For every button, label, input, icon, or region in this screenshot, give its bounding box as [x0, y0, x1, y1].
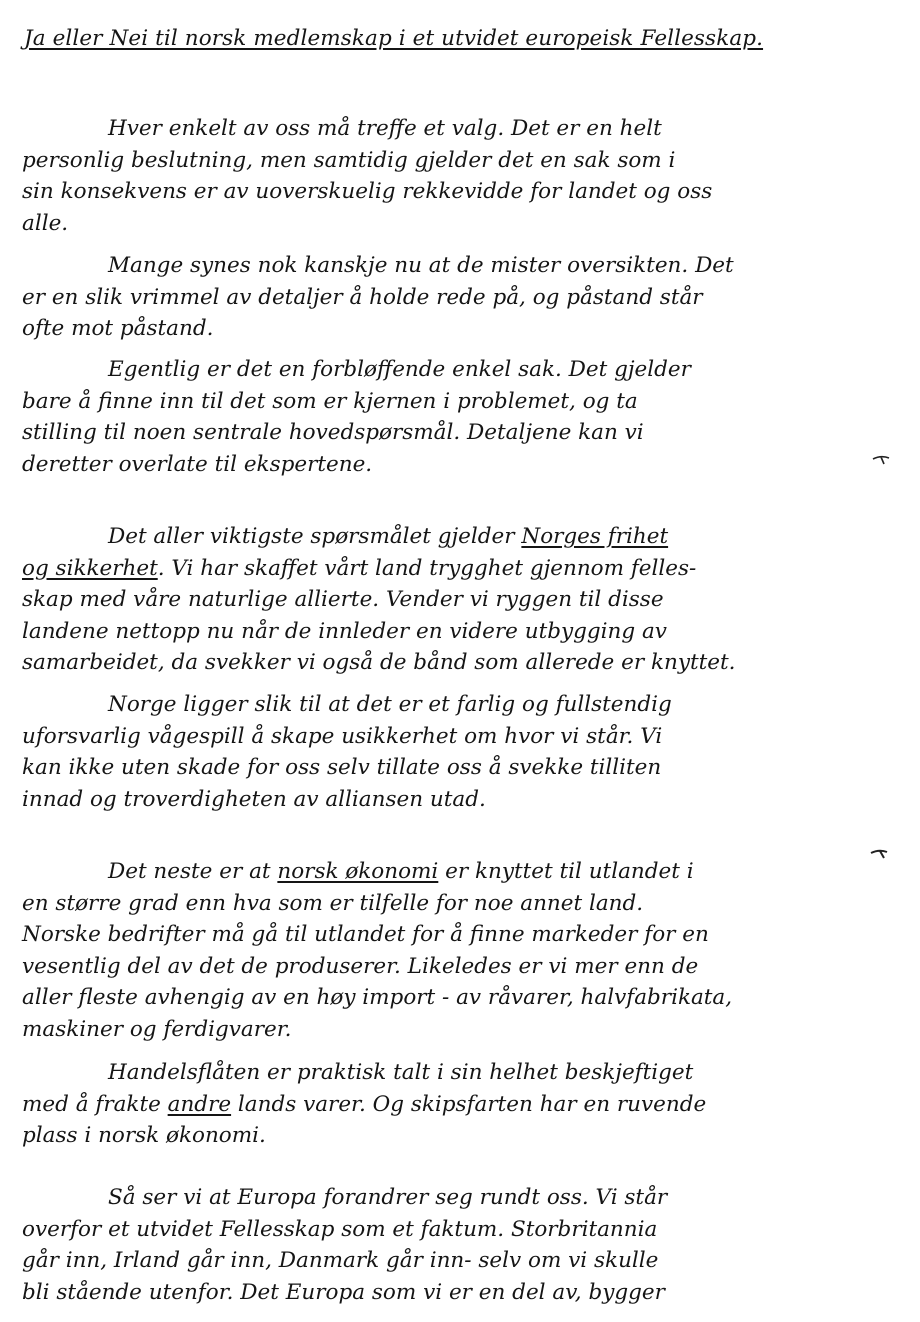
- paragraph-7: [22, 1057, 902, 1152]
- paragraph-1: [22, 113, 902, 239]
- document-title: Ja eller Nei til norsk medlemskap i et utvidet europeisk Fellesskap.: [24, 26, 764, 51]
- margin-mark-icon: [872, 455, 890, 465]
- text-fragment: lands varer. Og skipsfarten har en ruvende: [231, 1091, 707, 1117]
- text-line: deretter overlate til ekspertene.: [22, 451, 373, 477]
- text-line: landene nettopp nu når de innleder en videre utbygging av: [22, 618, 667, 644]
- paragraph-5: [22, 689, 902, 815]
- text-line: alle.: [22, 210, 69, 236]
- text-line: sin konsekvens er av uoverskuelig rekkevidde for landet og oss: [22, 179, 713, 204]
- text-line: Egentlig er det en forbløffende enkel sak. Det gjelder: [108, 357, 691, 382]
- text-line: overfor et utvidet Fellesskap som et faktum. Storbritannia: [22, 1216, 658, 1242]
- text-line: en større grad enn hva som er tilfelle for noe annet land.: [22, 890, 644, 916]
- text-line: Handelsflåten er praktisk talt i sin helhet beskjeftiget: [108, 1060, 694, 1085]
- text-fragment: Det aller viktigste spørsmålet gjelder: [108, 524, 522, 549]
- paragraph-2: [22, 250, 902, 345]
- text-fragment: . Vi har skaffet vårt land trygghet gjennom felles-: [157, 555, 697, 581]
- text-line: personlig beslutning, men samtidig gjelder det en sak som i: [22, 147, 676, 173]
- text-line: Norske bedrifter må gå til utlandet for å finne markeder for en: [22, 922, 709, 947]
- text-line: plass i norsk økonomi.: [22, 1123, 266, 1148]
- paragraph-8: [22, 1182, 902, 1308]
- text-fragment: Det neste er at: [108, 859, 278, 884]
- underlined-phrase: Norges frihet: [521, 524, 669, 549]
- underlined-phrase: og sikkerhet: [22, 555, 158, 581]
- text-fragment: er knyttet til utlandet i: [438, 859, 694, 884]
- paragraph-6: [22, 856, 902, 1045]
- text-line: samarbeidet, da svekker vi også de bånd som allerede er knyttet.: [22, 650, 736, 675]
- text-line: går inn, Irland går inn, Danmark går inn- selv om vi skulle: [22, 1248, 659, 1273]
- text-line: Hver enkelt av oss må treffe et valg. Det er en helt: [108, 116, 662, 141]
- text-line: stilling til noen sentrale hovedspørsmål. Detaljene kan vi: [22, 420, 644, 445]
- text-line: vesentlig del av det de produserer. Likeledes er vi mer enn de: [22, 953, 699, 979]
- paragraph-4: [22, 521, 902, 679]
- text-fragment: med å frakte: [22, 1091, 168, 1117]
- underlined-phrase: andre: [167, 1091, 232, 1117]
- text-line: er en slik vrimmel av detaljer å holde rede på, og påstand står: [22, 284, 703, 310]
- text-line: maskiner og ferdigvarer.: [22, 1016, 292, 1042]
- text-line: uforsvarlig vågespill å skape usikkerhet om hvor vi står. Vi: [22, 723, 663, 749]
- text-line: [22, 553, 902, 585]
- text-line: bare å finne inn til det som er kjernen i problemet, og ta: [22, 388, 638, 414]
- text-line: [22, 1089, 902, 1121]
- text-line: [22, 856, 902, 888]
- paragraph-3: [22, 354, 902, 480]
- text-line: ofte mot påstand.: [22, 316, 214, 341]
- text-line: innad og troverdigheten av alliansen utad.: [22, 786, 486, 812]
- text-line: bli stående utenfor. Det Europa som vi er en del av, bygger: [22, 1279, 665, 1305]
- text-line: [22, 521, 902, 553]
- underlined-phrase: norsk økonomi: [277, 859, 439, 884]
- text-line: aller fleste avhengig av en høy import - av råvarer, halvfabrikata,: [22, 985, 733, 1010]
- text-line: Mange synes nok kanskje nu at de mister oversikten. Det: [108, 253, 734, 278]
- text-line: Norge ligger slik til at det er et farlig og fullstendig: [108, 692, 672, 717]
- margin-mark-icon: [870, 849, 888, 859]
- text-line: Så ser vi at Europa forandrer seg rundt oss. Vi står: [108, 1185, 668, 1210]
- text-line: kan ikke uten skade for oss selv tillate oss å svekke tilliten: [22, 755, 662, 780]
- text-line: skap med våre naturlige allierte. Vender vi ryggen til disse: [22, 587, 664, 612]
